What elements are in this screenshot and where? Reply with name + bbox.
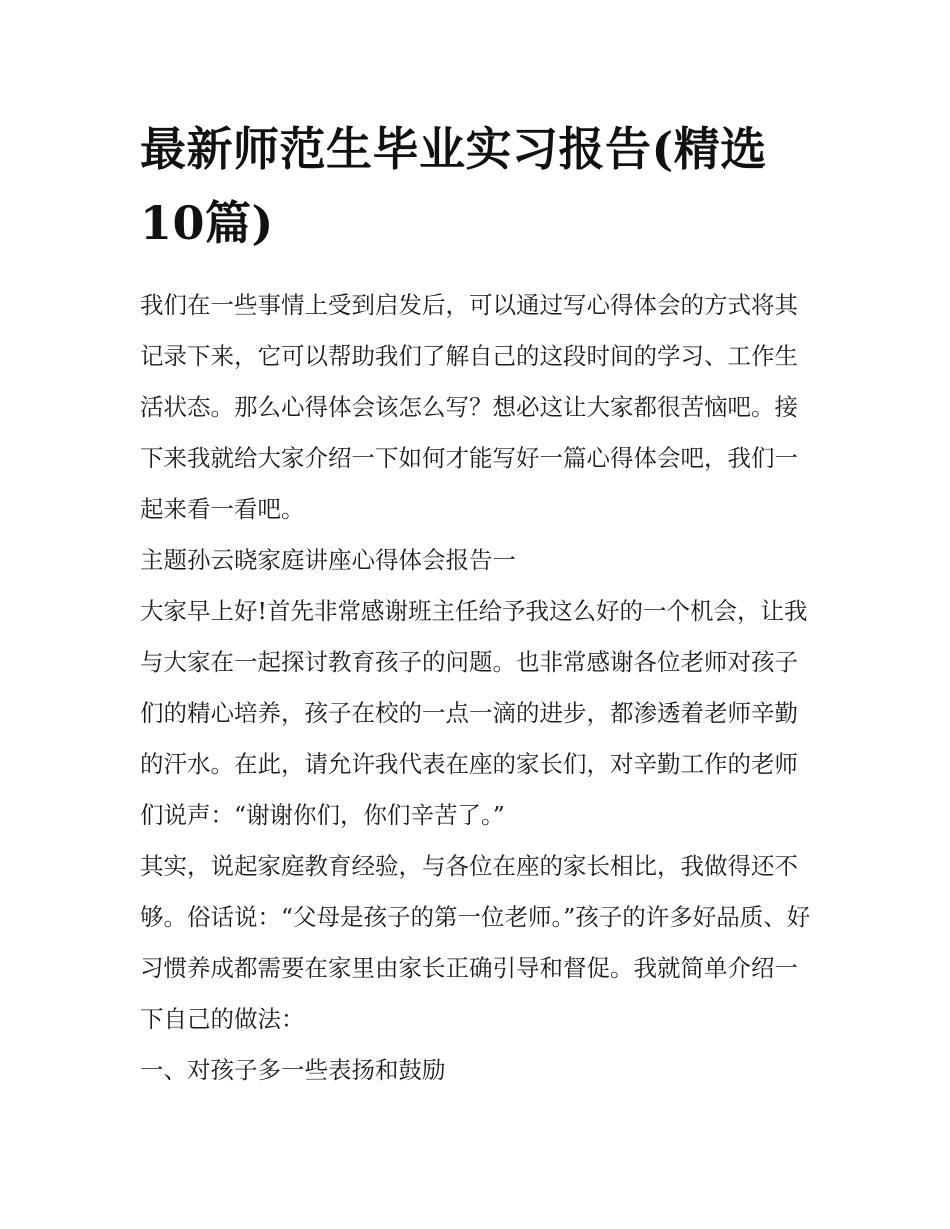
document-title: 最新师范生毕业实习报告(精选10篇): [140, 122, 767, 250]
body-paragraph: 大家早上好!首先非常感谢班主任给予我这么好的一个机会，让我与大家在一起探讨教育孩子的问题。也非常感谢各位老师对孩子们的精心培养，孩子在校的一点一滴的进步，都渗透着老师辛勤的汗水。在此，请允许我代表在座的家长们，对辛勤工作的老师们说声：“谢谢你们，你们辛苦了。”: [140, 597, 808, 829]
document-content: [140, 112, 812, 1096]
intro-paragraph: 我们在一些事情上受到启发后，可以通过写心得体会的方式将其记录下来，它可以帮助我们了解自己的这段时间的学习、工作生活状态。那么心得体会该怎么写？想必这让大家都很苦恼吧。接下来我就给大家介绍一下如何才能写好一篇心得体会吧，我们一起来看一看吧。: [140, 291, 798, 523]
section-heading: 主题孙云晓家庭讲座心得体会报告一: [140, 546, 516, 574]
subsection-heading: 一、对孩子多一些表扬和鼓励: [140, 1056, 446, 1084]
body-paragraph: 其实，说起家庭教育经验，与各位在座的家长相比，我做得还不够。俗话说：“父母是孩子的第一位老师。”孩子的许多好品质、好习惯养成都需要在家里由家长正确引导和督促。我就简单介绍一下自己的做法：: [140, 852, 811, 1033]
document-body: [140, 280, 812, 1096]
